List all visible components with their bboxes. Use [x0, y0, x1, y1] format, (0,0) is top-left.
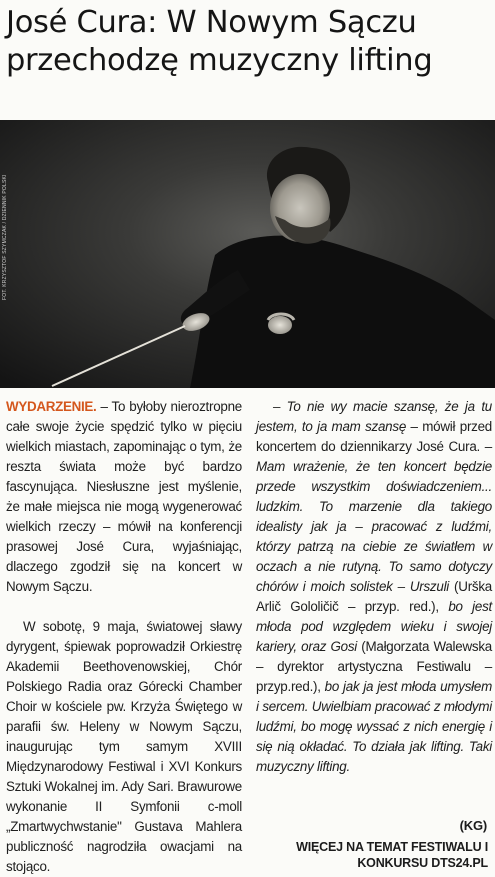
text-part-3: (Małgorzata Walewska – dyrektor artystyczna Festiwalu – przyp.red.),	[256, 639, 492, 694]
photo-credit: FOT. KRZYSZTOF SZYMCZAK / DZIENNIK POLSKI	[2, 174, 8, 300]
column-divider	[249, 400, 250, 840]
conductor-photo	[0, 120, 495, 388]
quote-part-1: – To nie wy macie szansę, że ja tu jestem, to ja mam szansę	[256, 399, 492, 434]
more-info-link[interactable]: WIĘCEJ NA TEMAT FESTIWALU I KONKURSU DTS24.PL	[296, 840, 488, 870]
article-column-left	[6, 397, 242, 877]
text-part-1: – mówił przed koncertem do dziennikarzy José Cura. –	[256, 419, 492, 454]
article-lead	[6, 397, 242, 597]
text-part-2: (Urška Arlič Gololičič – przyp. red.),	[256, 579, 492, 614]
quote-part-2: Mam wrażenie, że ten koncert będzie przede wszystkim doświadczeniem... ludzkim. To marzenie dla takiego idealisty jak ja – pracować z ludźmi, którzy patrzą na ciebie ze światłem w oczach a nie rutyną. To samo dotyczy chórów i moich solistek – Urszuli	[256, 459, 492, 594]
article-paragraph-2: W sobotę, 9 maja, światowej sławy dyrygent, śpiewak poprowadził Orkiestrę Akademii Beethovenowskiej, Chór Polskiego Radia oraz Górecki Chamber Choir w kościele pw. Krzyża Świętego w parafii św. Heleny w Nowym Sączu, inaugurując tym samym XVIII Międzynarodowy Festiwal i XVI Konkurs Sztuki Wokalnej im. Ady Sari. Brawurowe wykonanie II Symfonii c-moll „Zmartwychwstanie" Gustava Mahlera publiczność nagrodziła owacjami na stojąco.	[6, 619, 242, 874]
quote-part-4: bo jak ja jest młoda umysłem i sercem. Uwielbiam pracować z młodymi ludźmi, bo mogę wyssać z nich energię i się nią okładać. To działa jak lifting. Taki muzyczny lifting.	[256, 679, 492, 774]
article-quote-paragraph	[256, 397, 492, 777]
author-initials: (KG)	[459, 818, 487, 833]
quote-part-3: bo jest młoda pod względem wieku i swojej kariery, oraz Gosi	[256, 599, 493, 654]
section-tag: WYDARZENIE.	[6, 399, 97, 414]
article-column-right	[256, 397, 492, 777]
article-headline: José Cura: W Nowym Sączu przechodzę muzyczny lifting	[6, 5, 433, 78]
lead-text: – To byłoby nieroztropne całe swoje życie spędzić tylko w pięciu wielkich miastach, zapominając o tym, że reszta świata może być bardzo fascynująca. Niesłuszne jest myślenie, że małe miejsca nie mogą wygenerować wielkich rzeczy – mówił na konferencji prasowej José Cura, wyjaśniając, dlaczego zgodził się na koncert w Nowym Sączu.	[6, 399, 242, 594]
